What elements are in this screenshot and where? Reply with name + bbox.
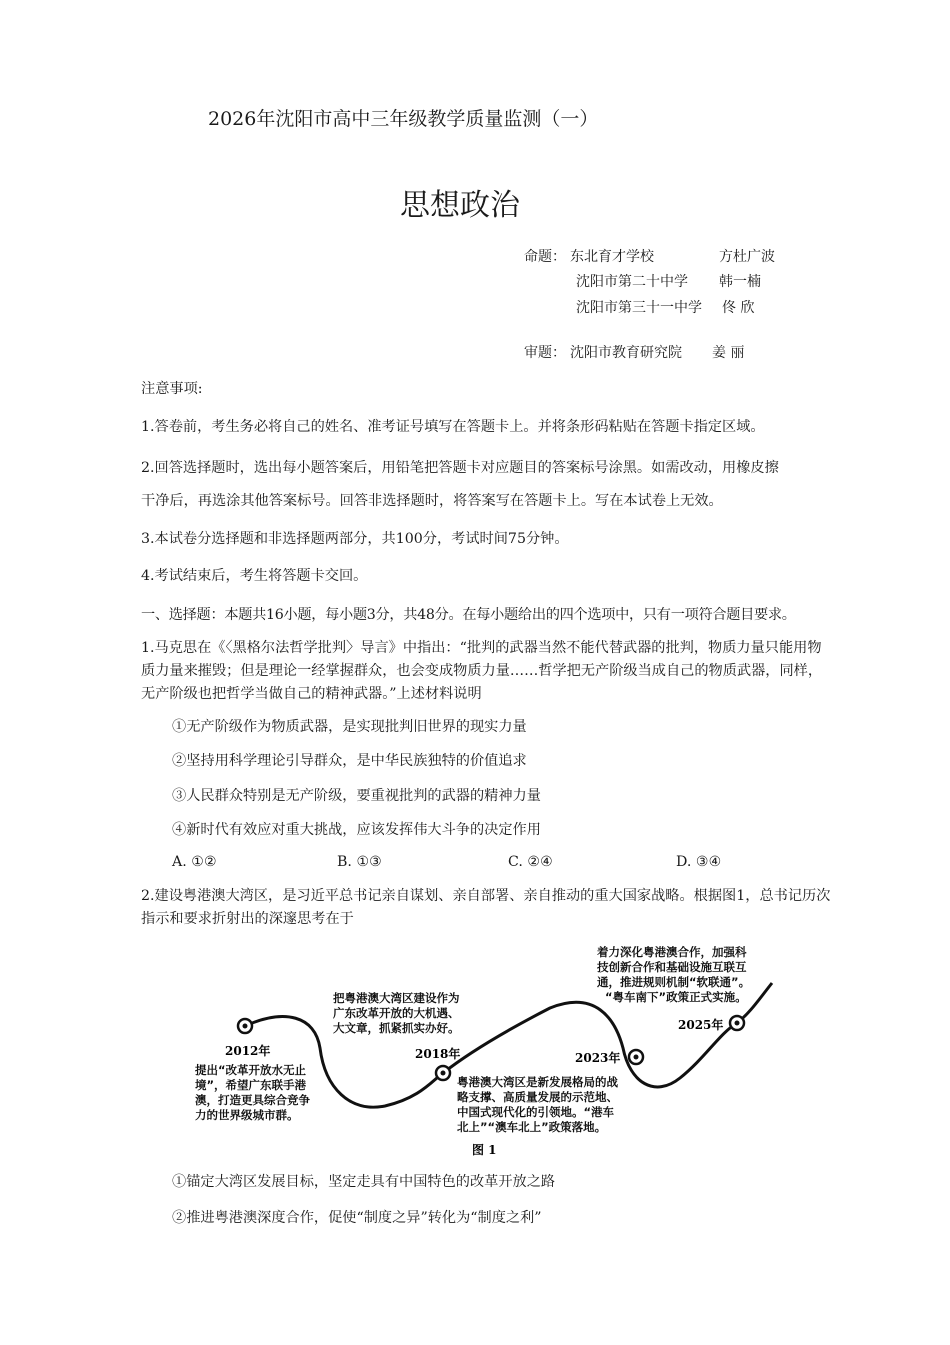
year-2023: 2023年 bbox=[575, 1051, 621, 1065]
svg-text:北上”“澳车北上”政策落地。: 北上”“澳车北上”政策落地。 bbox=[457, 1120, 607, 1134]
q1-stem: 1.马克思在《〈黑格尔法哲学批判〉导言》中指出：“批判的武器当然不能代替武器的批判，物质力量只能用物质力量来摧毁；但是理论一经掌握群众，也会变成物质力量……哲学把无产阶级当成自己的物质武器，同样，无产阶级也把哲学当做自己的精神武器。”上述材料说明 bbox=[141, 640, 823, 702]
svg-text:提出“改革开放水无止: 提出“改革开放水无止 bbox=[195, 1063, 307, 1077]
svg-text:通，推进规则机制“软联通”。: 通，推进规则机制“软联通”。 bbox=[597, 975, 751, 989]
q2-option: ②推进粤港澳深度合作，促使“制度之异”转化为“制度之利” bbox=[172, 1210, 542, 1226]
timeline-marker-2012 bbox=[238, 1019, 252, 1033]
notes-heading: 注意事项: bbox=[141, 381, 203, 397]
proposer-school: 沈阳市第三十一中学 bbox=[576, 300, 702, 316]
proposer-school: 沈阳市第二十中学 bbox=[576, 274, 688, 290]
note-item: 干净后，再选涂其他答案标号。回答非选择题时，将答案写在答题卡上。写在本试卷上无效。 bbox=[141, 493, 723, 509]
svg-text:粤港澳大湾区是新发展格局的战: 粤港澳大湾区是新发展格局的战 bbox=[457, 1075, 618, 1089]
note-item: 4.考试结束后，考生将答题卡交回。 bbox=[141, 568, 368, 584]
q1-choice-b[interactable]: B. ①③ bbox=[337, 854, 382, 870]
svg-text:大文章，抓紧抓实办好。: 大文章，抓紧抓实办好。 bbox=[333, 1021, 460, 1035]
svg-text:略支撑、高质量发展的示范地、: 略支撑、高质量发展的示范地、 bbox=[457, 1090, 618, 1104]
q1-option: ②坚持用科学理论引导群众，是中华民族独特的价值追求 bbox=[172, 753, 527, 769]
timeline-marker-2025 bbox=[730, 1016, 744, 1030]
note-item: 3.本试卷分选择题和非选择题两部分，共100分，考试时间75分钟。 bbox=[141, 531, 569, 547]
reviewer-school: 沈阳市教育研究院 bbox=[570, 345, 682, 361]
timeline-marker-2023 bbox=[629, 1050, 643, 1064]
figure-timeline bbox=[175, 938, 785, 1160]
svg-text:技创新合作和基础设施互联互: 技创新合作和基础设施互联互 bbox=[597, 960, 747, 974]
svg-text:澳，打造更具综合竞争: 澳，打造更具综合竞争 bbox=[195, 1093, 310, 1107]
year-2025: 2025年 bbox=[678, 1018, 724, 1032]
note-2025 bbox=[596, 945, 750, 1004]
q1-option: ④新时代有效应对重大挑战，应该发挥伟大斗争的决定作用 bbox=[172, 822, 541, 838]
reviewer-label: 审题： bbox=[524, 345, 566, 361]
q2-option: ①锚定大湾区发展目标，坚定走具有中国特色的改革开放之路 bbox=[172, 1174, 556, 1190]
note-2018 bbox=[333, 991, 460, 1035]
svg-text:广东改革开放的大机遇、: 广东改革开放的大机遇、 bbox=[333, 1006, 460, 1020]
svg-text:“粤车南下”政策正式实施。: “粤车南下”政策正式实施。 bbox=[605, 990, 747, 1004]
q1-choice-c[interactable]: C. ②④ bbox=[508, 854, 553, 870]
svg-text:着力深化粤港澳合作，加强科: 着力深化粤港澳合作，加强科 bbox=[597, 945, 747, 959]
proposer-label: 命题： bbox=[524, 249, 566, 265]
subject-title: 思想政治 bbox=[400, 188, 520, 223]
proposer-name: 方杜广波 bbox=[719, 249, 775, 265]
svg-text:中国式现代化的引领地。“港车: 中国式现代化的引领地。“港车 bbox=[457, 1105, 615, 1119]
section-heading: 一、选择题：本题共16小题，每小题3分，共48分。在每小题给出的四个选项中，只有一项符合题目要求。 bbox=[141, 607, 796, 623]
q1-option: ①无产阶级作为物质武器，是实现批判旧世界的现实力量 bbox=[172, 719, 527, 735]
q1-choice-a[interactable]: A. ①② bbox=[172, 854, 217, 870]
proposer-school: 东北育才学校 bbox=[570, 249, 654, 265]
figure-caption: 图 1 bbox=[472, 1143, 497, 1157]
q2-stem: 2.建设粤港澳大湾区，是习近平总书记亲自谋划、亲自部署、亲自推动的重大国家战略。根据图1，总书记历次指示和要求折射出的深邃思考在于 bbox=[141, 888, 831, 927]
reviewer-name: 姜 丽 bbox=[712, 345, 745, 361]
year-2012: 2012年 bbox=[225, 1044, 271, 1058]
svg-text:境”，希望广东联手港: 境”，希望广东联手港 bbox=[195, 1078, 307, 1092]
svg-text:把粤港澳大湾区建设作为: 把粤港澳大湾区建设作为 bbox=[333, 991, 460, 1005]
timeline-marker-2018 bbox=[436, 1066, 450, 1080]
proposer-name: 佟 欣 bbox=[722, 300, 755, 316]
note-item: 1.答卷前，考生务必将自己的姓名、准考证号填写在答题卡上。并将条形码粘贴在答题卡指定区域。 bbox=[141, 419, 765, 435]
year-2018: 2018年 bbox=[415, 1047, 461, 1061]
note-item: 2.回答选择题时，选出每小题答案后，用铅笔把答题卡对应题目的答案标号涂黑。如需改动，用橡皮擦 bbox=[141, 460, 779, 476]
proposer-name: 韩一楠 bbox=[719, 274, 761, 290]
note-2012 bbox=[195, 1063, 310, 1122]
exam-title: 2026年沈阳市高中三年级教学质量监测（一） bbox=[208, 108, 599, 130]
svg-text:力的世界级城市群。: 力的世界级城市群。 bbox=[195, 1108, 299, 1122]
q1-option: ③人民群众特别是无产阶级，要重视批判的武器的精神力量 bbox=[172, 788, 541, 804]
q1-choice-d[interactable]: D. ③④ bbox=[676, 854, 722, 870]
note-2023 bbox=[457, 1075, 618, 1134]
